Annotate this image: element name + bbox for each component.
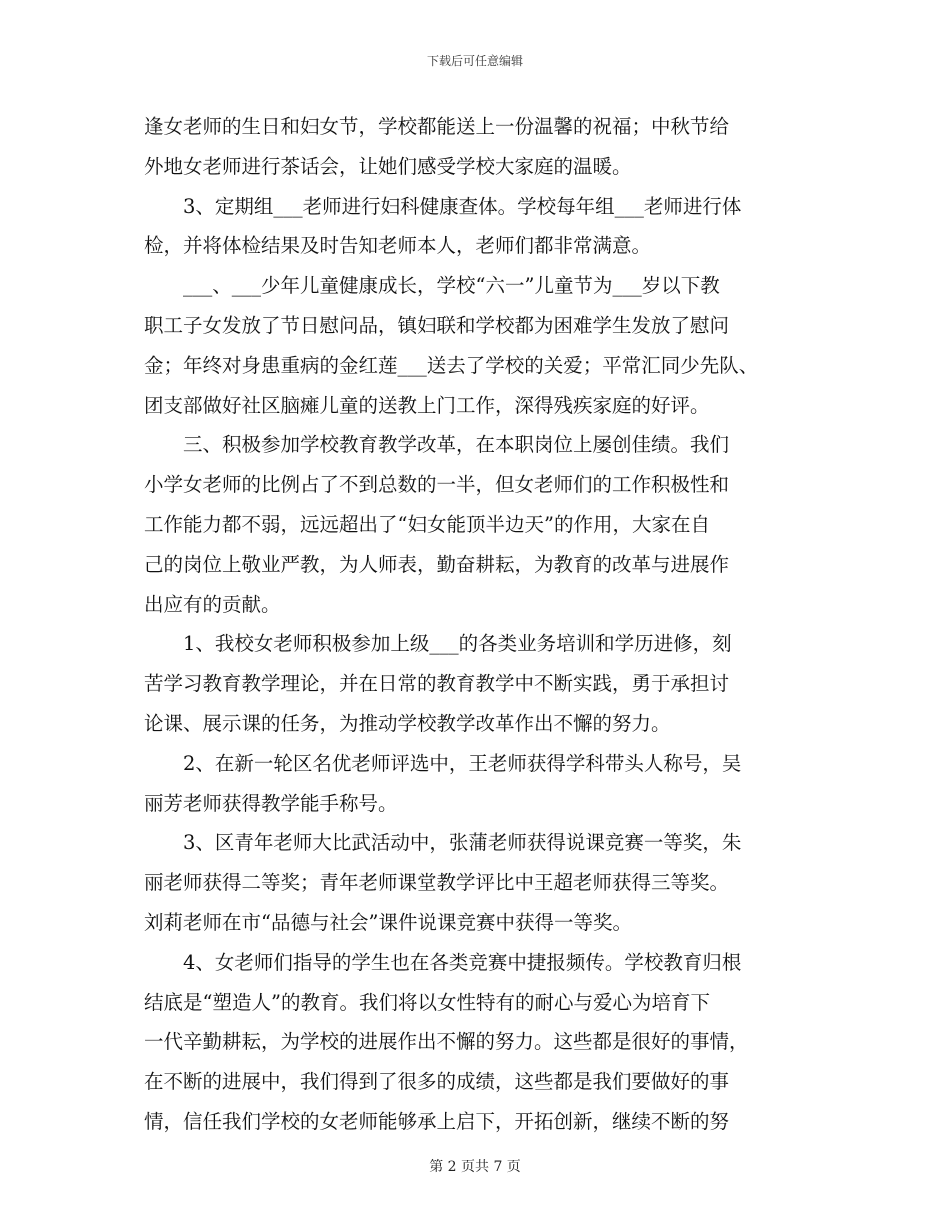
paragraph-line: 金；年终对身患重病的金红莲___送去了学校的关爱；平常汇同少先队、 bbox=[144, 353, 759, 377]
paragraph-first-line: 4、女老师们指导的学生也在各类竞赛中捷报频传。学校教育归根 bbox=[183, 950, 742, 974]
paragraph-line: 小学女老师的比例占了不到总数的一半，但女老师们的工作积极性和 bbox=[144, 473, 730, 497]
paragraph-line: 在不断的进展中，我们得到了很多的成绩，这些都是我们要做好的事 bbox=[144, 1070, 730, 1094]
paragraph-line: 丽芳老师获得教学能手称号。 bbox=[144, 791, 398, 815]
paragraph-line: 外地女老师进行茶话会，让她们感受学校大家庭的温暖。 bbox=[144, 154, 632, 178]
paragraph-first-line: 1、我校女老师积极参加上级___的各类业务培训和学历进修，刻 bbox=[183, 632, 732, 656]
paragraph-line: 逢女老师的生日和妇女节，学校都能送上一份温馨的祝福；中秋节给 bbox=[144, 115, 730, 138]
paragraph-first-line: ___、___少年儿童健康成长，学校“六一”儿童节为___岁以下教 bbox=[183, 274, 720, 298]
paragraph-line: 己的岗位上敬业严教，为人师表，勤奋耕耘，为教育的改革与进展作 bbox=[144, 552, 730, 576]
paragraph-line: 结底是“塑造人”的教育。我们将以女性特有的耐心与爱心为培育下 bbox=[144, 990, 710, 1014]
paragraph-line: 职工子女发放了节日慰问品，镇妇联和学校都为困难学生发放了慰问 bbox=[144, 313, 730, 337]
page-header: 下载后可任意编辑 bbox=[426, 54, 523, 68]
document-body bbox=[144, 107, 814, 1142]
paragraph-first-line: 3、定期组___老师进行妇科健康查体。学校每年组___老师进行体 bbox=[183, 194, 742, 218]
paragraph-line: 丽老师获得二等奖；青年老师课堂教学评比中王超老师获得三等奖。 bbox=[144, 871, 730, 895]
paragraph-line: 检，并将体检结果及时告知老师本人，老师们都非常满意。 bbox=[144, 234, 652, 258]
paragraph-line: 刘莉老师在市“品德与社会”课件说课竞赛中获得一等奖。 bbox=[144, 910, 632, 934]
paragraph-first-line: 三、积极参加学校教育教学改革，在本职岗位上屡创佳绩。我们 bbox=[183, 433, 730, 457]
paragraph-first-line: 3、区青年老师大比武活动中，张蒲老师获得说课竞赛一等奖，朱 bbox=[183, 831, 742, 855]
paragraph-line: 一代辛勤耕耘，为学校的进展作出不懈的努力。这些都是很好的事情， bbox=[144, 1030, 749, 1054]
paragraph-line: 工作能力都不弱，远远超出了“妇女能顶半边天”的作用，大家在自 bbox=[144, 512, 710, 536]
paragraph-line: 出应有的贡献。 bbox=[144, 592, 281, 616]
paragraph-first-line: 2、在新一轮区名优老师评选中，王老师获得学科带头人称号，吴 bbox=[183, 751, 742, 775]
page-footer: 第 2 页共 7 页 bbox=[429, 1159, 521, 1175]
paragraph-line: 情，信任我们学校的女老师能够承上启下，开拓创新，继续不断的努 bbox=[144, 1109, 730, 1133]
paragraph-line: 论课、展示课的任务，为推动学校教学改革作出不懈的努力。 bbox=[144, 711, 671, 735]
paragraph-line: 团支部做好社区脑瘫儿童的送教上门工作，深得残疾家庭的好评。 bbox=[144, 393, 710, 417]
paragraph-line: 苦学习教育教学理论，并在日常的教育教学中不断实践，勇于承担讨 bbox=[144, 672, 730, 696]
